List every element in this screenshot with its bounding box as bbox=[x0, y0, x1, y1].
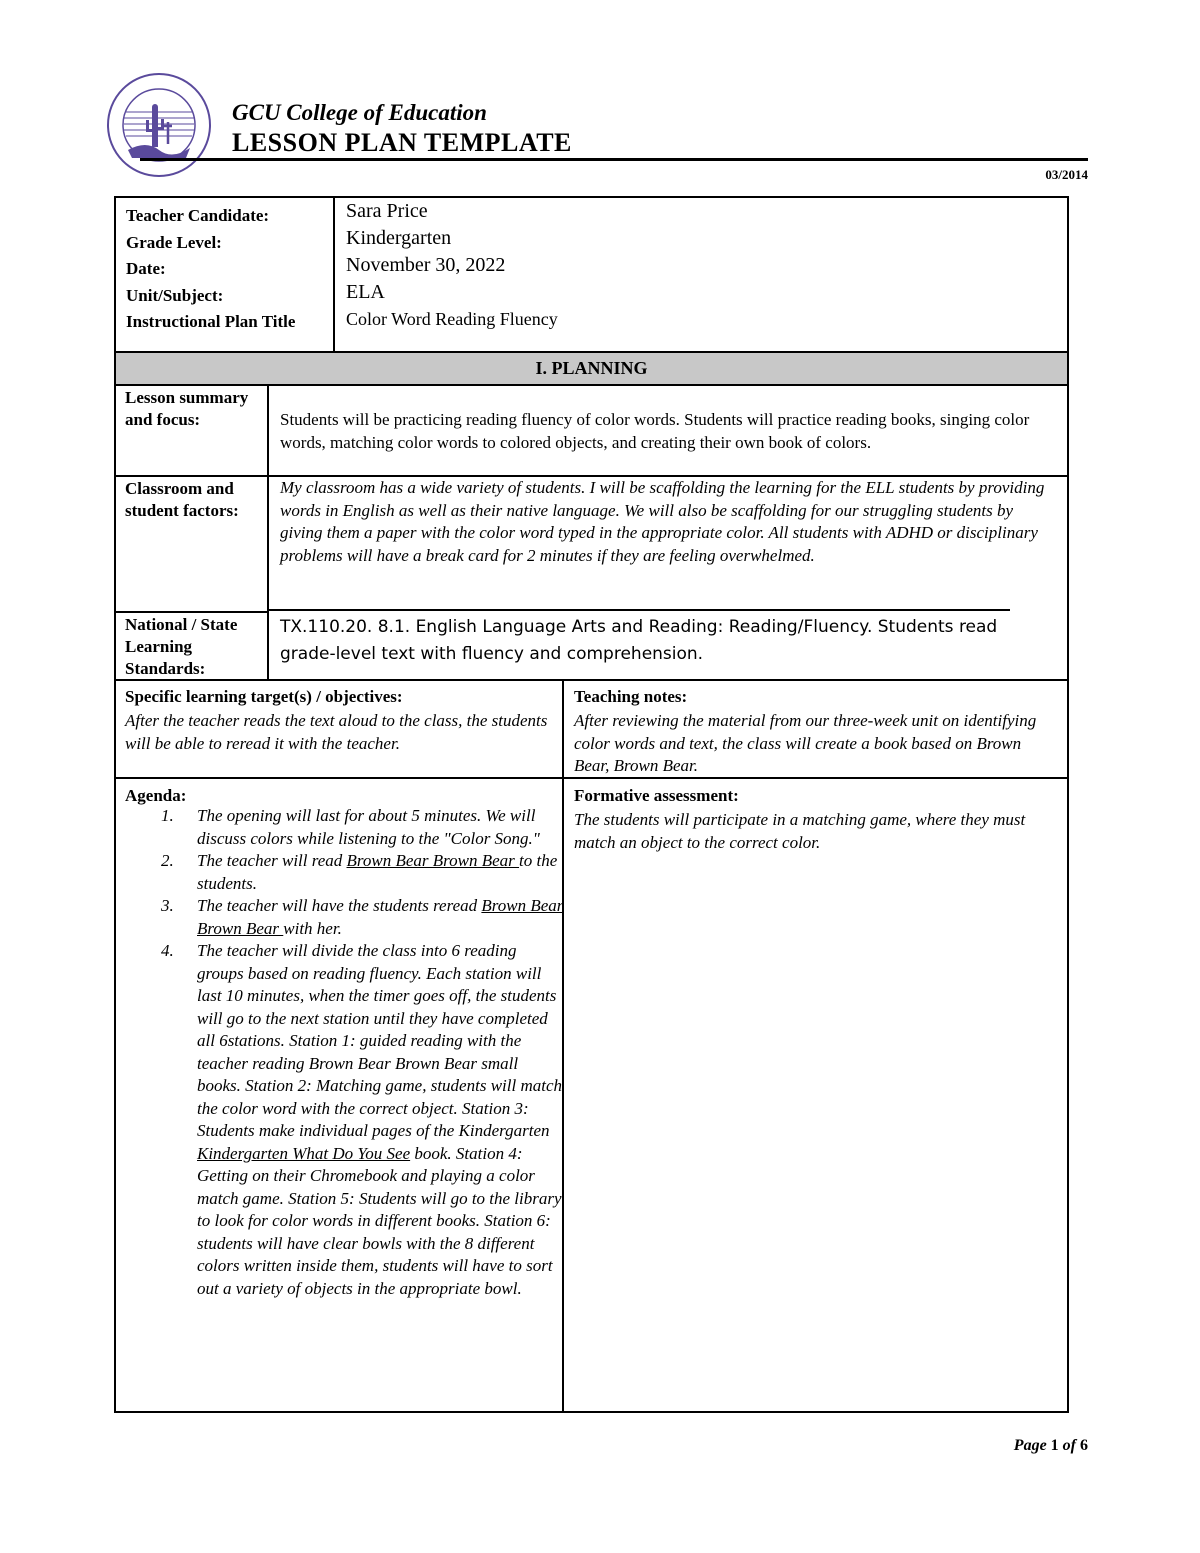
unit-subject-label: Unit/Subject: bbox=[126, 285, 224, 305]
page-of: of bbox=[1058, 1437, 1080, 1454]
item-text: The teacher will have the students reread bbox=[197, 896, 482, 915]
item-number: 3. bbox=[161, 896, 174, 915]
teaching-notes-text: After reviewing the material from our three-week unit on identifying color words and text, the class will create a book based on Brown Bear, Brown Bear. bbox=[574, 711, 1037, 775]
book-title: Brown Bear Brown Bear bbox=[197, 896, 564, 938]
agenda-item bbox=[125, 895, 565, 940]
teacher-candidate-value: Sara Price bbox=[346, 200, 428, 222]
agenda-item bbox=[125, 940, 565, 1300]
standards-label: National / State Learning Standards: bbox=[125, 615, 238, 678]
plan-title-value: Color Word Reading Fluency bbox=[346, 309, 558, 329]
standards-text: TX.110.20. 8.1. English Language Arts and Reading: Reading/Fluency. Students read grade-level text with fluency and comprehension. bbox=[280, 617, 998, 664]
lesson-summary-text: Students will be practicing reading fluency of color words. Students will practice reading books, singing color words, matching color words to colored objects, and creating their own book of colors. bbox=[280, 410, 1030, 452]
divider bbox=[268, 609, 1010, 611]
college-name: GCU College of Education bbox=[232, 100, 487, 125]
formative-assessment-text: The students will participate in a matching game, where they must match an object to the correct color. bbox=[574, 810, 1026, 852]
book-title: Brown Bear Brown Bear bbox=[346, 851, 520, 870]
grade-level-label: Grade Level: bbox=[126, 232, 222, 252]
header-rule bbox=[140, 158, 1088, 161]
agenda-label: Agenda: bbox=[125, 786, 187, 805]
objectives-label: Specific learning target(s) / objectives: bbox=[125, 687, 403, 706]
item-number: 2. bbox=[161, 851, 174, 870]
divider bbox=[267, 384, 269, 680]
item-number: 1. bbox=[161, 806, 174, 825]
gcu-seal-logo bbox=[106, 72, 212, 178]
agenda-item bbox=[125, 805, 565, 850]
classroom-factors-text: My classroom has a wide variety of students. I will be scaffolding the learning for the ELL students by providing words in English as well as their native language. We will also be scaffolding for our struggling students by giving them a paper with the color word typed in the appropriate color. All students with ADHD or disciplinary problems will have a break card for 2 minutes if they are feeling overwhelmed. bbox=[280, 478, 1045, 565]
lesson-summary-label: Lesson summary and focus: bbox=[125, 388, 249, 429]
item-text: with her. bbox=[283, 918, 342, 938]
item-text: The teacher will divide the class into 6 reading groups based on reading fluency. Each station will last 10 minutes, when the timer goes off, the students will go to the next station until they have completed all 6stations. Station 1: guided reading with the teacher reading Brown Bear Brown Bear small books. Station 2: Matching game, students will match the color word with the correct object. Station 3: Students make individual pages of the Kindergarten bbox=[197, 941, 562, 1140]
classroom-factors-label: Classroom and student factors: bbox=[125, 479, 239, 520]
book-title: Kindergarten What Do You See bbox=[197, 1143, 411, 1163]
item-text: The teacher will read bbox=[197, 851, 347, 870]
item-text: The opening will last for about 5 minutes. We will discuss colors while listening to the "Color Song." bbox=[197, 806, 540, 848]
divider bbox=[114, 384, 1069, 386]
item-number: 4. bbox=[161, 941, 174, 960]
info-labels bbox=[126, 203, 295, 336]
objectives-text: After the teacher reads the text aloud to the class, the students will be able to reread it with the teacher. bbox=[125, 711, 548, 753]
unit-subject-value: ELA bbox=[346, 281, 385, 303]
agenda-item bbox=[125, 850, 565, 895]
page-prefix: Page bbox=[1013, 1437, 1051, 1454]
item-text: book. Station 4: Getting on their Chromebook and playing a color match game. Station 5: Students will go to the library to look for color words in different books. Station 6: students will have clear bowls with the 8 different colors written inside them, students will have to sort out a variety of objects in the appropriate bowl. bbox=[197, 1143, 562, 1298]
divider bbox=[333, 196, 335, 352]
teaching-notes-label: Teaching notes: bbox=[574, 687, 688, 706]
formative-assessment-label: Formative assessment: bbox=[574, 786, 739, 805]
document-title: LESSON PLAN TEMPLATE bbox=[232, 128, 572, 157]
page-number bbox=[1014, 1437, 1088, 1455]
date-label: Date: bbox=[126, 259, 166, 278]
current-page: 1 bbox=[1050, 1437, 1059, 1454]
total-pages: 6 bbox=[1080, 1437, 1088, 1454]
divider bbox=[114, 611, 268, 613]
agenda-list bbox=[125, 805, 565, 1300]
date-value: November 30, 2022 bbox=[346, 254, 506, 276]
info-values bbox=[346, 198, 558, 333]
grade-level-value: Kindergarten bbox=[346, 227, 452, 249]
template-version: 03/2014 bbox=[1045, 167, 1088, 182]
teacher-candidate-label: Teacher Candidate: bbox=[126, 206, 270, 225]
item-text: to the students. bbox=[197, 851, 558, 893]
plan-title-label: Instructional Plan Title bbox=[126, 312, 296, 331]
planning-heading: I. PLANNING bbox=[535, 358, 648, 378]
